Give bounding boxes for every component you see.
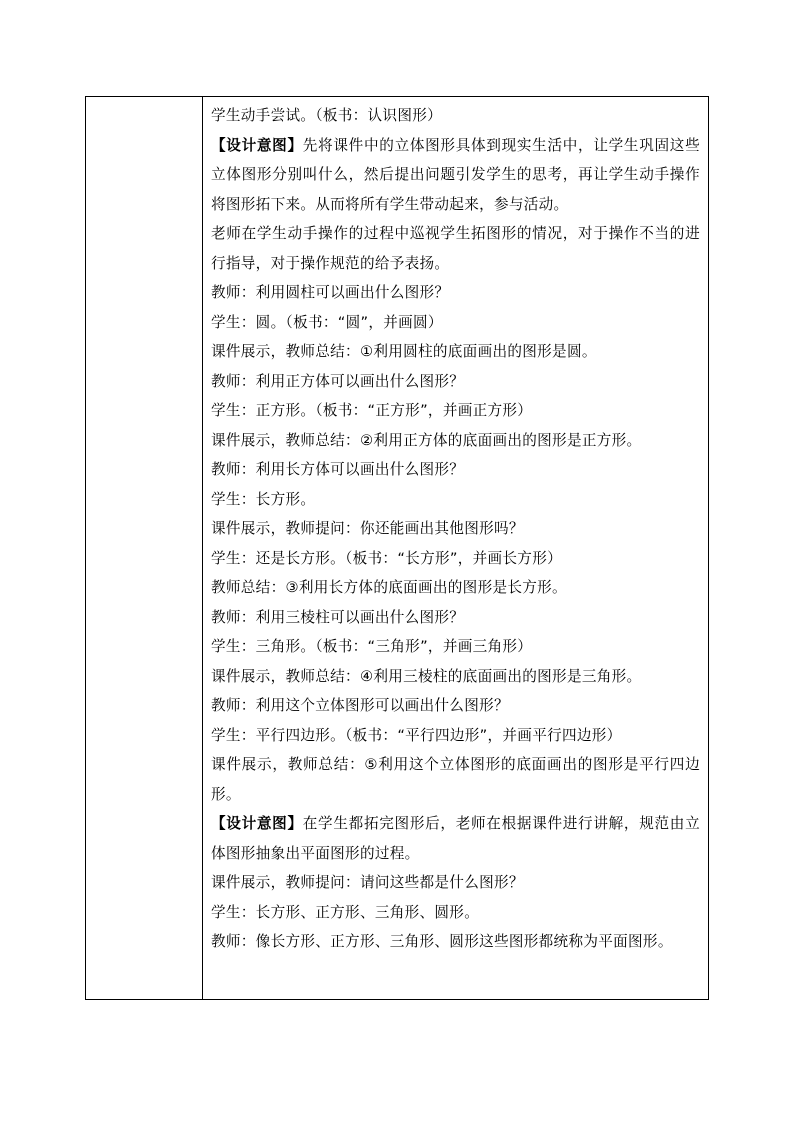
paragraph: 学生动手尝试。（板书：认识图形） (211, 107, 443, 124)
student-line: 学生：三角形。（板书：“三角形”，并画三角形） (211, 638, 533, 655)
design-intent-label: 【设计意图】 (211, 136, 303, 154)
student-line: 学生：长方形、正方形、三角形、圆形。 (211, 903, 480, 921)
summary-line: 课件展示，教师总结：④利用三棱柱的底面画出的图形是三角形。 (211, 667, 642, 685)
student-line: 学生：平行四边形。（板书：“平行四边形”，并画平行四边形） (211, 726, 622, 744)
teacher-line: 教师：利用正方体可以画出什么图形？ (211, 372, 465, 390)
student-line: 学生：长方形。 (211, 490, 316, 508)
teacher-line: 教师：像长方形、正方形、三角形、圆形这些图形都统称为平面图形。 (211, 933, 673, 950)
design-intent-label: 【设计意图】 (211, 815, 303, 832)
teacher-line: 教师：利用圆柱可以画出什么图形？ (211, 284, 450, 301)
summary-line: 教师总结：③利用长方体的底面画出的图形是长方形。 (211, 579, 567, 596)
student-line: 学生：正方形。（板书：“正方形”，并画正方形） (211, 402, 533, 419)
question-line: 课件展示，教师提问：请问这些都是什么图形？ (211, 874, 524, 891)
teacher-line: 教师：利用这个立体图形可以画出什么图形？ (211, 697, 509, 714)
teacher-line: 教师：利用长方体可以画出什么图形？ (211, 461, 465, 478)
summary-line: 课件展示，教师总结：⑤利用这个立体图形的底面画出的图形是平行四边形。 (211, 756, 700, 803)
summary-line: 课件展示，教师总结：②利用正方体的底面画出的图形是正方形。 (211, 431, 642, 449)
question-line: 课件展示，教师提问：你还能画出其他图形吗？ (211, 520, 524, 537)
design-intent-paragraph: 【设计意图】在学生都拓完图形后，老师在根据课件进行讲解，规范由立体图形抽象出平面图形的过程。 (211, 815, 700, 862)
paragraph: 老师在学生动手操作的过程中巡视学生拓图形的情况，对于操作不当的进行指导，对于操作规范的给予表扬。 (211, 225, 700, 272)
student-line: 学生：圆。（板书：“圆”，并画圆） (211, 313, 443, 331)
design-intent-paragraph: 【设计意图】先将课件中的立体图形具体到现实生活中，让学生巩固这些立体图形分别叫什么，然后提出问题引发学生的思考，再让学生动手操作将图形拓下来。从而将所有学生带动起来，参与活动。 (211, 136, 700, 213)
lesson-table (85, 96, 709, 1000)
student-line: 学生：还是长方形。（板书：“长方形”，并画长方形） (211, 549, 562, 567)
table-content-cell (203, 97, 708, 999)
teacher-line: 教师：利用三棱柱可以画出什么图形？ (211, 608, 465, 626)
table-left-cell (86, 97, 203, 999)
summary-line: 课件展示，教师总结：①利用圆柱的底面画出的图形是圆。 (211, 343, 597, 360)
